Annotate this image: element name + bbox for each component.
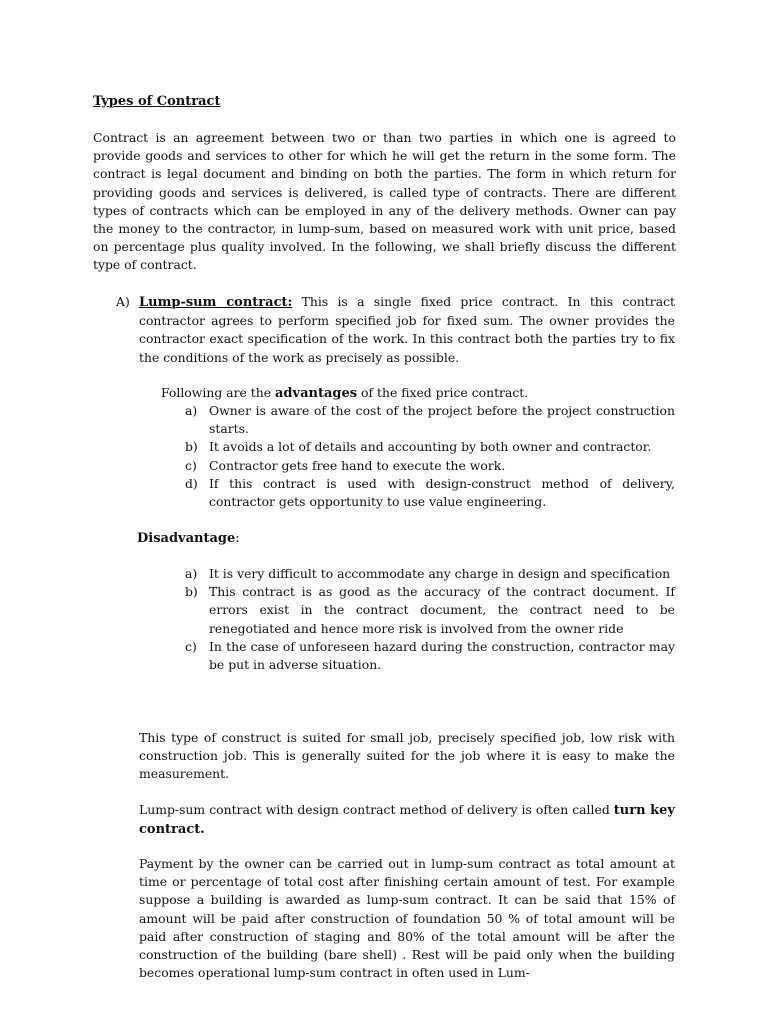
list-marker: b): [185, 439, 198, 455]
document-title: Types of Contract: [93, 94, 221, 109]
list-item: [185, 475, 675, 511]
list-item-text: Owner is aware of the cost of the project before the project construction starts.: [209, 403, 675, 437]
list-marker: c): [185, 457, 197, 473]
advantages-intro: [161, 384, 528, 403]
list-item: [185, 583, 675, 638]
list-item-text: Contractor gets free hand to execute the work.: [209, 457, 506, 473]
list-item: [185, 402, 675, 438]
list-item-text: It is very difficult to accommodate any charge in design and specification: [209, 566, 671, 581]
advantages-word: advantages: [275, 386, 358, 401]
list-marker: a): [185, 403, 198, 418]
advantages-intro-pre: Following are the: [161, 385, 275, 400]
section-a-heading: Lump-sum contract:: [139, 295, 293, 310]
payment-paragraph: Payment by the owner can be carried out in lump-sum contract as total amount at time or percentage of total cost after finishing certain amount of test. For example suppose a building is awarded as lump-sum contract. It can be said that 15% of amount will be paid after construction of foundation 50 % of total amount will be paid after construction of staging and 80% of the total amount will be after the construction of the building (bare shell) . Rest will be paid only when the building becomes operational lump-sum contract in often used in Lum-: [139, 856, 675, 981]
list-item: [185, 457, 675, 475]
suited-paragraph: This type of construct is suited for small job, precisely specified job, low risk with construction job. This is generally suited for the job where it is easy to make the measurement.: [139, 730, 675, 782]
list-marker: a): [185, 566, 198, 581]
section-a-marker: A): [116, 294, 130, 309]
list-marker: c): [185, 638, 197, 654]
turnkey-paragraph: [139, 801, 675, 839]
disadvantage-colon: :: [235, 531, 240, 546]
list-item: [185, 438, 675, 456]
advantages-intro-post: of the fixed price contract.: [357, 385, 529, 400]
advantages-list: [185, 402, 675, 511]
section-a-paragraph: [139, 293, 675, 367]
list-item: [185, 565, 675, 583]
turnkey-bold: turn key contract.: [139, 803, 675, 838]
list-marker: d): [185, 475, 198, 491]
disadvantage-label: [137, 530, 240, 548]
list-item-text: If this contract is used with design-construct method of delivery, contractor gets opportunity to use value engineering.: [209, 475, 675, 510]
turnkey-text: Lump-sum contract with design contract method of delivery is often called: [139, 802, 614, 817]
list-item: [185, 638, 675, 674]
list-item-text: This contract is as good as the accuracy of the contract document. If errors exist in the contract document, the contract need to be renegotiated and hence more risk is involved from the owner ride: [209, 584, 675, 636]
disadvantage-word: Disadvantage: [137, 531, 236, 546]
list-item-text: In the case of unforeseen hazard during the construction, contractor may be put in adverse situation.: [209, 638, 675, 673]
disadvantages-list: [185, 565, 675, 674]
list-marker: b): [185, 584, 198, 600]
list-item-text: It avoids a lot of details and accounting by both owner and contractor.: [209, 439, 652, 455]
section-a-body: This is a single fixed price contract. In this contract contractor agrees to perform specified job for fixed sum. The owner provides the contractor exact specification of the work. In this contract both the parties try to fix the conditions of the work as precisely as possible.: [139, 294, 675, 365]
intro-paragraph: Contract is an agreement between two or than two parties in which one is agreed to provide goods and services to other for which he will get the return in the some form. The contract is legal document and binding on both the parties. The form in which return for providing goods and services is delivered, is called type of contracts. There are different types of contracts which can be employed in any of the delivery methods. Owner can pay the money to the contractor, in lump-sum, based on measured work with unit price, based on percentage plus quality involved. In the following, we shall briefly discuss the different type of contract.: [93, 130, 676, 273]
